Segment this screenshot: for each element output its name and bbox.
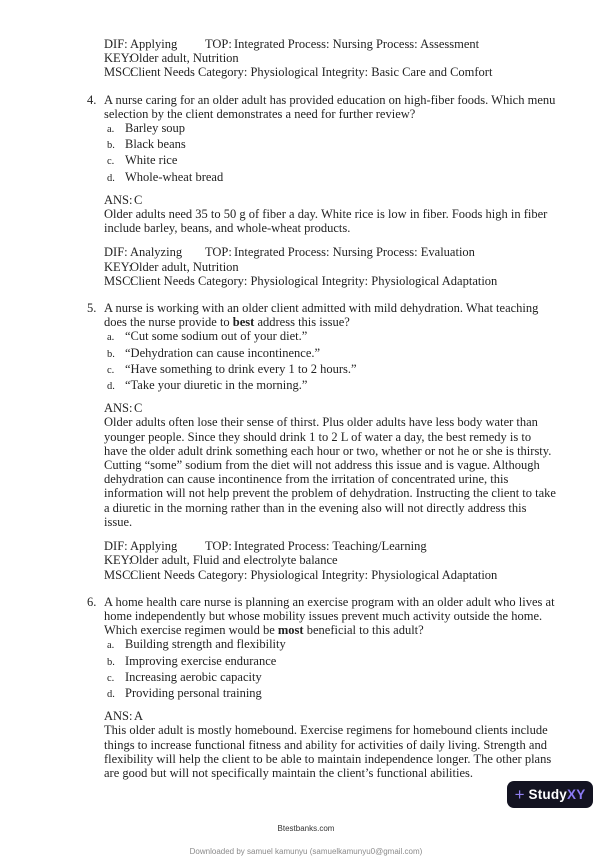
previous-question-meta [0,37,612,80]
stem-bold-text: best [232,315,255,330]
msc-value: Client Needs Category: Physiological Integrity: Physiological Adaptation [130,567,498,582]
top-value: Integrated Process: Nursing Process: Evaluation [234,245,475,260]
option-letter: c. [107,156,115,168]
option-b [104,346,557,362]
meta-row-key [104,51,612,65]
option-letter: c. [107,364,115,376]
logo-text-xy: XY [567,787,586,802]
stem-text-after: beneficial to this adult? [303,623,424,638]
studyxy-logo[interactable] [507,781,593,808]
option-a [104,637,557,653]
answer-value: C [134,401,143,416]
meta-row-msc [104,274,557,288]
option-a [104,121,557,137]
key-label: KEY: [104,51,133,66]
top-label: TOP: [205,37,232,51]
question-stem [104,301,557,329]
dif-label: DIF: [104,245,128,260]
option-text: Whole-wheat bread [125,169,224,184]
option-letter: a. [107,332,115,344]
msc-value: Client Needs Category: Physiological Integrity: Basic Care and Comfort [130,65,493,80]
question-number: 4. [87,92,97,107]
meta-row-msc [104,65,612,79]
key-value: Older adult, Nutrition [130,51,239,66]
option-d [104,170,557,186]
option-text: Black beans [125,137,186,152]
answer-label: ANS: [104,709,133,724]
top-value: Integrated Process: Nursing Process: Assessment [234,37,480,51]
option-c [104,670,557,686]
rationale-text: Older adults often lose their sense of thirst. Plus older adults have less body water than younger people. Since they should drink 1 to 2 L of water a day, the best remedy is to have the older adult drink something each hour or two, whether or not he or she is thirsty. Cutting “some” sodium from the diet will not address this issue and is vague. Although dehydration can cause incontinence from the irritation of concentrated urine, this information will not help prevent the problem of dehydration. Instructing the client to take a diuretic in the morning rather than in the evening also will not directly address this issue. [104,415,556,529]
stem-bold-text: most [277,623,304,638]
option-letter: d. [107,381,115,393]
stem-text: A home health care nurse is planning an exercise program with an older adult who lives at home independently but whose mobility issues prevent much activity outside the home. Which exercise regimen would be [104,594,555,638]
option-letter: d. [107,688,115,700]
msc-value: Client Needs Category: Physiological Integrity: Physiological Adaptation [130,273,498,288]
dif-value: Applying [130,539,178,554]
option-text: “Cut some sodium out of your diet.” [125,329,308,344]
msc-label: MSC: [104,273,134,288]
logo-text-study: Study [528,787,568,802]
question-stem [104,93,557,121]
question-stem [104,595,557,638]
question-number: 6. [87,594,97,609]
dif-label: DIF: [104,539,128,554]
option-letter: b. [107,140,115,152]
meta-row-msc [104,568,557,582]
top-label: TOP: [205,245,232,260]
msc-label: MSC: [104,65,134,80]
option-text: Increasing aerobic capacity [125,669,262,684]
dif-label: DIF: [104,37,128,51]
question-5 [0,301,612,582]
option-d [104,378,557,394]
answer-value: C [134,192,143,207]
option-c [104,153,557,169]
dif-value: Applying [130,37,178,51]
footer-downloaded-by: Downloaded by samuel kamunyu (samuelkamunyu0@gmail.com) [189,847,423,856]
plus-icon: + [514,785,525,804]
key-label: KEY: [104,553,133,568]
key-value: Older adult, Fluid and electrolyte balance [130,553,338,568]
option-b [104,654,557,670]
option-letter: b. [107,656,115,668]
meta-row-dif-top [104,37,612,51]
question-6 [0,595,612,780]
option-text: “Have something to drink every 1 to 2 hours.” [125,361,357,376]
stem-text: A nurse is working with an older client admitted with mild dehydration. What teaching does the nurse provide to [104,301,539,330]
option-c [104,362,557,378]
question-5-meta [104,539,557,582]
answer-line [104,709,557,723]
meta-row-key [104,260,557,274]
option-letter: c. [107,672,115,684]
rationale-text: Older adults need 35 to 50 g of fiber a day. White rice is low in fiber. Foods high in fiber include barley, beans, and whole-wheat products. [104,207,548,236]
option-letter: a. [107,124,115,136]
option-text: White rice [125,153,178,168]
option-text: Barley soup [125,121,186,136]
footer-site-link[interactable]: Btestbanks.com [277,824,335,833]
option-text: “Dehydration can cause incontinence.” [125,345,321,360]
option-text: Building strength and flexibility [125,637,286,652]
option-text: “Take your diuretic in the morning.” [125,378,308,393]
option-d [104,686,557,702]
top-label: TOP: [205,539,232,554]
key-value: Older adult, Nutrition [130,259,239,274]
option-letter: a. [107,640,115,652]
option-text: Improving exercise endurance [125,653,277,668]
top-value: Integrated Process: Teaching/Learning [234,539,427,554]
key-label: KEY: [104,259,133,274]
msc-label: MSC: [104,567,134,582]
meta-row-dif-top [104,539,557,553]
question-number: 5. [87,301,97,316]
answer-label: ANS: [104,401,133,416]
stem-text: A nurse caring for an older adult has provided education on high-fiber foods. Which menu selection by the client demonstrates a need for further review? [104,92,556,121]
dif-value: Analyzing [130,245,183,260]
answer-value: A [134,709,144,724]
answer-line [104,193,557,207]
option-a [104,329,557,345]
question-4-meta [104,245,557,288]
answer-label: ANS: [104,192,133,207]
meta-row-dif-top [104,245,557,259]
meta-row-key [104,553,557,567]
option-b [104,137,557,153]
answer-line [104,401,557,415]
option-text: Providing personal training [125,685,262,700]
option-letter: b. [107,348,115,360]
question-4 [0,93,612,288]
option-letter: d. [107,172,115,184]
stem-text-after: address this issue? [254,315,350,330]
rationale-text: This older adult is mostly homebound. Exercise regimens for homebound clients include things to increase functional fitness and ability for activities of daily living. Strength and flexibility will help the client to be able to maintain independence longer. The other plans are good but will not specifically maintain the client’s functional abilities. [104,723,552,780]
